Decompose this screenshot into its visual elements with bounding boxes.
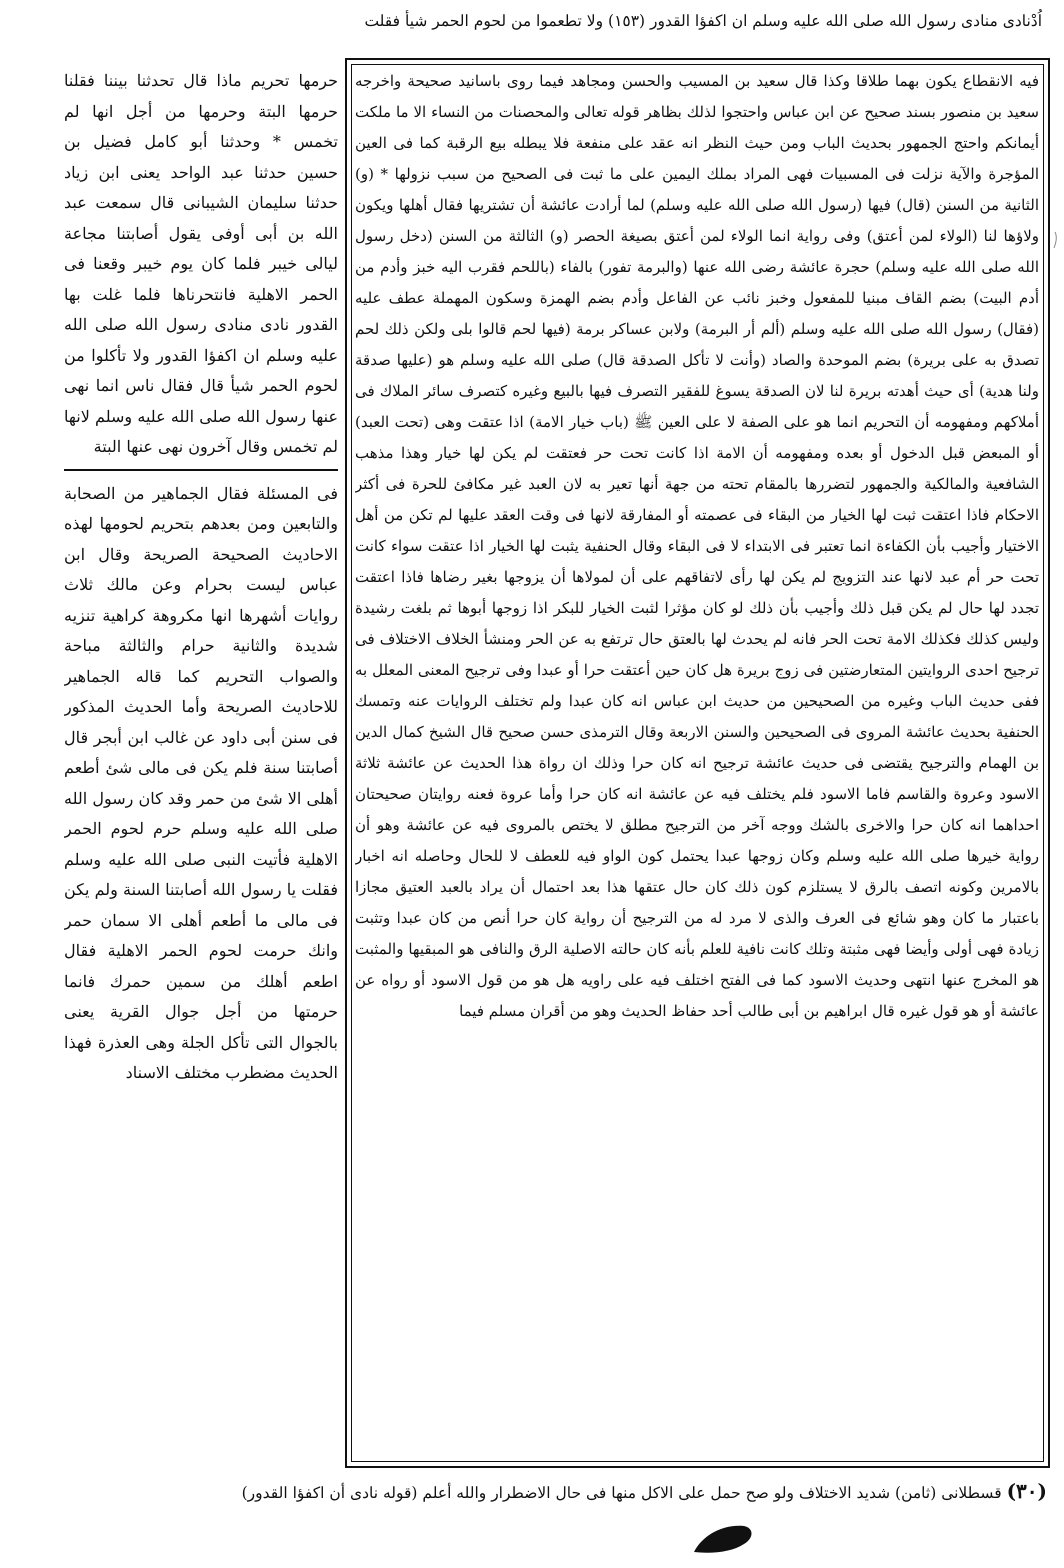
commentary-paragraph: فيه الانقطاع يكون بهما طلاقا وكذا قال سعيد بن المسيب والحسن ومجاهد فيما روى باسانيد صحيحة واخرجه سعيد بن منصور بسند صحيح عن ابن عباس واحتجوا لذلك بظاهر قوله تعالى والمحصنات من النساء الا ما ملكت أيمانكم واحتج الجمهور بحديث الباب ومن حيث النظر انه عقد على منفعة فلا يبطله بيع الرقبة كما فى العين المؤجرة والآية نزلت فى المسبيات فهى المراد بملك اليمين على ما ثبت فى الصحيح من سبب نزولها * (و) الثانية من السنن (قال) فيها (رسول الله صلى الله عليه وسلم) لما أرادت عائشة أن تشتريها فقال أهلها ويكون ولاؤها لنا (الولاء لمن أعتق) وفى رواية انما الولاء لمن أعتق بصيغة الحصر (و) الثالثة من السنن (دخل رسول الله صلى الله عليه وسلم) حجرة عائشة رضى الله عنها (والبرمة تفور) بالفاء (باللحم فقرب اليه خبز وأدم من أدم البيت) بضم القاف مبنيا للمفعول وخبز نائب عن الفاعل وأدم بضم الهمزة وسكون المهملة عطف عليه (فقال) رسول الله صلى الله عليه وسلم (ألم أر البرمة) ولابن عساكر برمة (فيها لحم قالوا بلى ولكن ذلك لحم تصدق به على بريرة) بضم الموحدة والصاد (وأنت لا تأكل الصدقة قال) صلى الله عليه وسلم هو (عليها صدقة ولنا هدية) أى حيث أهدته بريرة لنا لان الصدقة يسوغ للفقير التصرف فيها بالبيع وغيره كتصرف سائر الملاك فى أملاكهم ومفهومه أن التحريم انما هو على الصفة لا على العين ﷺ (باب خيار الامة) اذا عتقت وهى (تحت العبد) أو المبعض قبل الدخول أو بعده ومفهومه أن الامة اذا كانت تحت حر فعتقت لم يكن لها خيار وهذا مذهب الشافعية والمالكية والجمهور لتضررها بالمقام تحته من جهة أنها تعير به لان العبد غير مكافئ للحرة فى أكثر الاحكام فاذا اعتقت ثبت لها الخيار من البقاء فى عصمته أو المفارقة لانها فى وقت العقد عليها لم تكن من أهل الاختيار وأجيب بأن الكفاءة انما تعتبر فى الابتداء لا فى البقاء وقال الحنفية يثبت لها الخيار اذا عتقت سواء كانت تحت حر أم عبد لانها عند التزويج لم يكن لها رأى لاتفاقهم على أن لمولاها أن يزوجها بغير رضاها فاذا اعتقت تجدد لها حال لم يكن قبل ذلك وأجيب بأن ذلك لو كان مؤثرا لثبت الخيار للبكر اذا زوجها أبوها ثم بلغت رشيدة وليس كذلك فكذلك الامة تحت الحر فانه لم يحدث لها بالعتق حال ترتفع به عن الحر ومنشأ الخلاف الاختلاف فى ترجيح احدى الروايتين المتعارضتين فى زوج بريرة هل كان حين أعتقت حرا أو عبدا وفى ترجيح المعنى المعلل به ففى حديث الباب وغيره من الصحيحين من حديث ابن عباس انه كان عبدا ولم تختلف الروايات عنه وتمسك الحنفية بحديث عائشة المروى فى الصحيحين والسنن الاربعة وقال الترمذى حسن صحيح قال الشيخ كمال الدين بن الهمام والترجيح يقتضى فى حديث عائشة ترجيح انه كان حرا وذلك ان رواة هذا الحديث عن عائشة ثلاثة الاسود وعروة والقاسم فاما الاسود فلم يختلف فيه عن عائشة انه كان حرا وأما عروة فعنه روايتان صحيحتان احداهما انه كان حرا والاخرى بالشك ووجه آخر من الترجيح مطلق لا يختص بالمروى فيه عن عائشة وهو أن رواية خيرها صلى الله عليه وسلم وكان زوجها عبدا يحتمل كون الواو فيه للعطف لا للحال وحاصله انه اخبار بالامرين وكونه اتصف بالرق لا يستلزم كون ذلك كان حال عتقها هذا بعد احتمال أن يراد بالعبد العتيق مجازا باعتبار ما كان وهو شائع فى العرف والذى لا مرد له من الترجيح أن رواية كان حرا أنص من كان عبدا وتثبت زيادة فهى أولى وأيضا فهى مثبتة وتلك كانت نافية للعلم بأنه كان حالته الاصلية الرق والنافى هو المبقيها والمثبت هو المخرج عنها انتهى وحديث الاسود كما فى الفتح اختلف فيه على راويه هل هو من قول الاسود أو رواه عن عائشة أو هو قول غيره قال ابراهيم بن أبى طالب أحد حفاظ الحديث وهو من أقران مسلم فيما	[355, 72, 1039, 1020]
footer-volume: (ثامن)	[895, 1484, 937, 1502]
page-header	[62, 10, 1042, 56]
page-number: (٣٠)	[1006, 1479, 1047, 1503]
footer-author: قسطلانى	[941, 1484, 1002, 1502]
main-commentary-text	[355, 66, 1039, 1466]
header-text: اُدْنادى منادى رسول الله صلى الله عليه وسلم ان اكفؤا القدور (١٥٣) ولا تطعموا من لحوم الحمر شيأ فقلت	[364, 12, 1042, 30]
ink-blot	[692, 1522, 756, 1554]
side-column	[64, 66, 338, 1466]
margin-mark	[1050, 230, 1060, 250]
side-commentary-text: فى المسئلة فقال الجماهير من الصحابة والتابعين ومن بعدهم بتحريم لحومها لهذه الاحاديث الصحيحة الصريحة وقال ابن عباس ليست بحرام وعن مالك ثلاث روايات أشهرها انها مكروهة كراهية تنزيه شديدة والثانية حرام والثالثة مباحة والصواب التحريم كما قاله الجماهير للاحاديث الصريحة وأما الحديث المذكور فى سنن أبى داود عن غالب ابن أبجر قال أصابتنا سنة فلم يكن فى مالى شئ أطعم أهلى الا شئ من حمر وقد كان رسول الله صلى الله عليه وسلم حرم لحوم الحمر الاهلية فأتيت النبى صلى الله عليه وسلم فقلت يا رسول الله أصابتنا السنة ولم يكن فى مالى ما أطعم أهلى الا سمان حمر وانك حرمت لحوم الحمر الاهلية فقال اطعم أهلك من سمين حمرك فانما حرمتها من أجل جوال القرية يعنى بالجوال التى تأكل الجلة وهى العذرة فهذا الحديث مضطرب مختلف الاسناد	[64, 483, 338, 1082]
side-hadith-text: حرمها تحريم ماذا قال تحدثنا بيننا فقلنا حرمها البتة وحرمها من أجل انها لم تخمس * وحدثنا أبو كامل فضيل بن حسين حدثنا عبد الواحد يعنى ابن زياد حدثنا سليمان الشيبانى قال سمعت عبد الله بن أبى أوفى يقول أصابتنا مجاعة ليالى خيبر فلما كان يوم خيبر وقعنا فى الحمر الاهلية فانتحرناها فلما غلت بها القدور نادى منادى رسول الله صلى الله عليه وسلم ان اكفؤا القدور ولا تأكلوا من لحوم الحمر شيأ قال فقال ناس انما نهى عنها رسول الله صلى الله عليه وسلم لانها لم تخمس وقال آخرون نهى عنها البتة	[64, 71, 338, 456]
page-footer	[62, 1474, 1047, 1510]
footer-text: شديد الاختلاف ولو صح حمل على الاكل منها فى حال الاضطرار والله أعلم (قوله نادى أن اكفؤا القدور)	[241, 1484, 891, 1502]
side-divider	[64, 469, 338, 471]
